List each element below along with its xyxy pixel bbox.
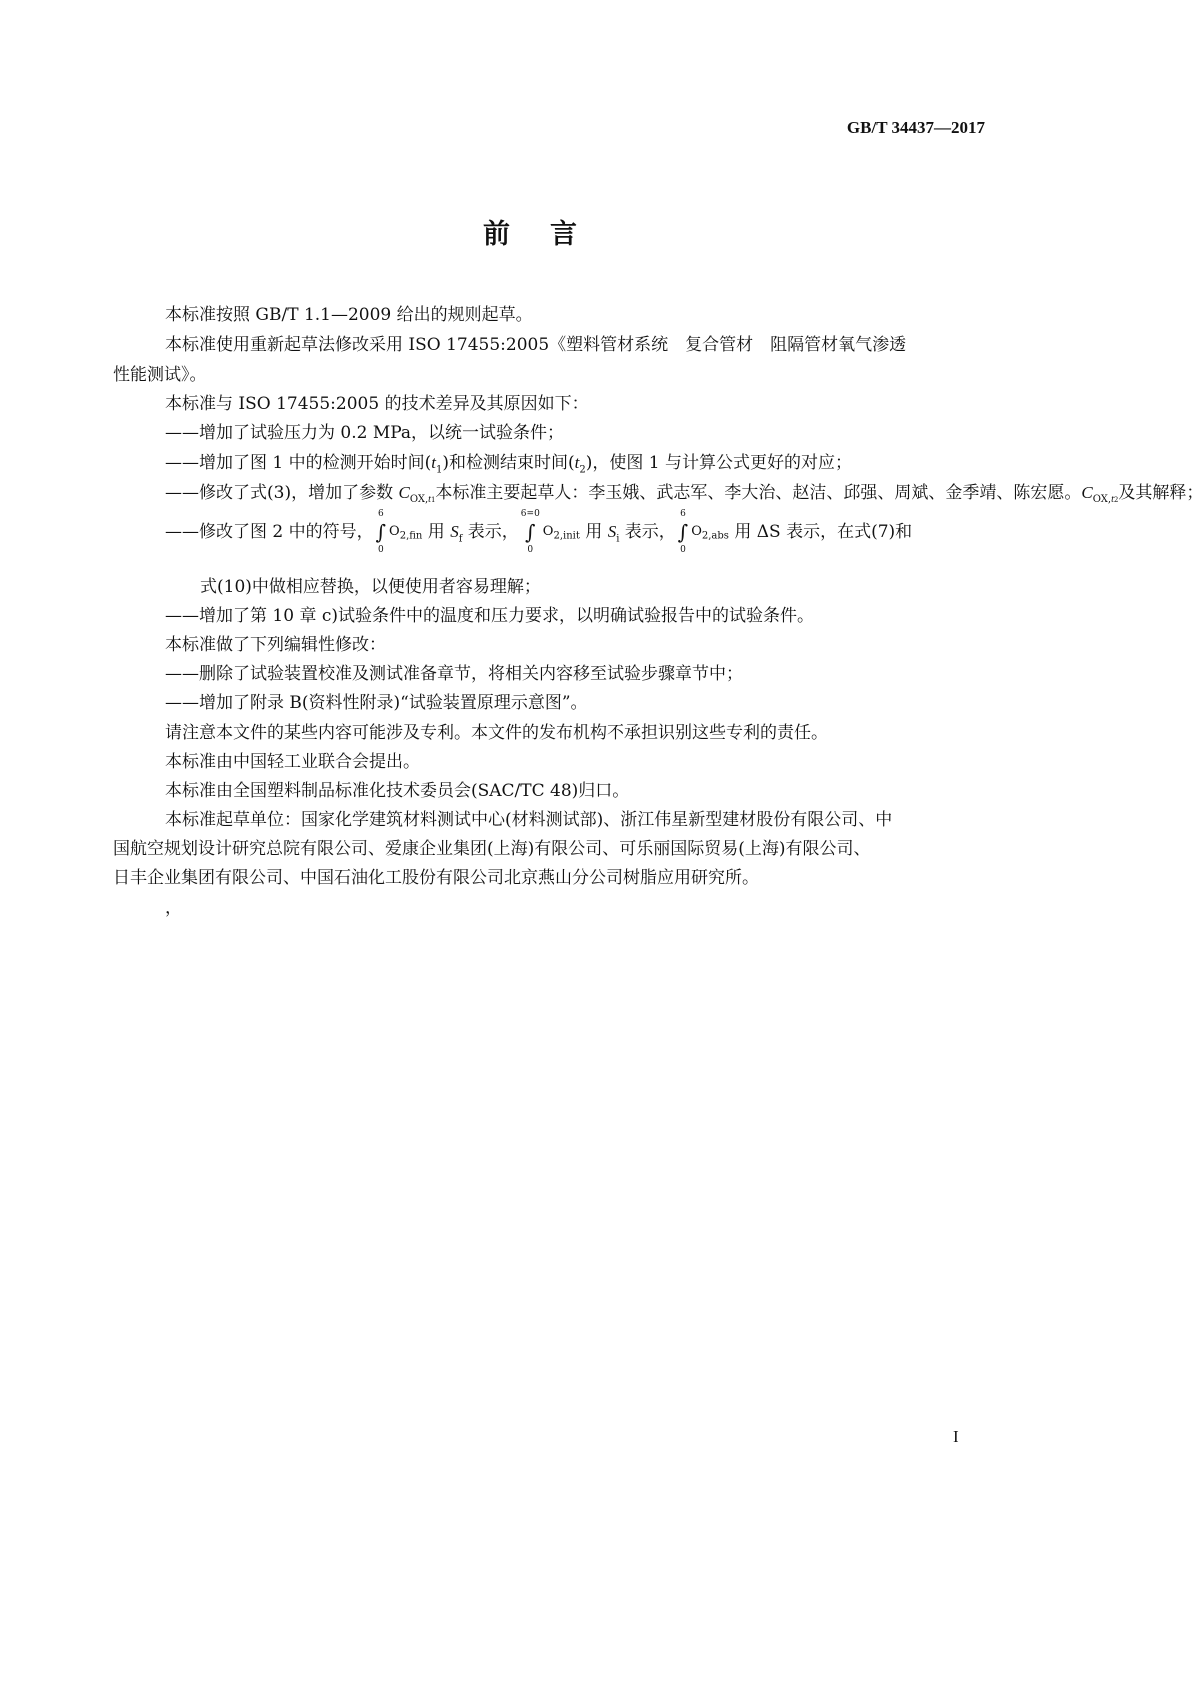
paragraph: ，: [165, 898, 182, 918]
symbol: S: [607, 522, 617, 541]
paragraph: 国航空规划设计研究总院有限公司、爱康企业集团(上海)有限公司、可乐丽国际贸易(上海)有限公司、: [113, 839, 871, 859]
text: ——修改了式(3)，增加了参数: [165, 483, 399, 503]
integral-symbol: 6 ∫ 0: [375, 509, 387, 555]
symbol: C: [398, 483, 410, 502]
integral-symbol: 6 ∫ 0: [677, 509, 689, 555]
text: )，使图 1 与计算公式更好的对应；: [585, 453, 853, 473]
paragraph: 本标准由全国塑料制品标准化技术委员会(SAC/TC 48)归口。: [165, 781, 630, 801]
list-item: [165, 452, 852, 474]
o2-fin: $O_{2,fin}$: [389, 524, 423, 542]
symbol: t: [431, 453, 436, 472]
paragraph: 性能测试》。: [113, 365, 207, 385]
subscript: i: [616, 533, 620, 545]
o2-abs: $O_{2,abs}$: [691, 524, 729, 542]
paragraph: 请注意本文件的某些内容可能涉及专利。本文件的发布机构不承担识别这些专利的责任。: [165, 723, 828, 743]
subscript: f: [458, 533, 463, 545]
text: 表示，: [462, 522, 519, 542]
o2-init: $O_{2,init}$: [542, 524, 580, 542]
symbol: C: [1081, 483, 1093, 502]
list-item: ——删除了试验装置校准及测试准备章节，将相关内容移至试验步骤章节中；: [165, 664, 743, 684]
text: ——修改了图 2 中的符号，: [165, 522, 374, 542]
text: 用 ΔS 表示，在式(7)和: [728, 522, 913, 542]
text: )和检测结束时间(: [442, 453, 575, 473]
paragraph: 本标准做了下列编辑性修改：: [165, 635, 386, 655]
list-item: [165, 482, 1203, 504]
symbol: S: [450, 522, 459, 541]
list-item-continuation: 式(10)中做相应替换，以便使用者容易理解；: [200, 577, 541, 597]
text: 本标准主要起草人：李玉娥、武志军、李大治、赵洁、邱强、周斌、金季靖、陈宏愿。: [435, 483, 1082, 503]
list-item: ——增加了试验压力为 0.2 MPa，以统一试验条件；: [165, 423, 565, 443]
text: 表示，: [619, 522, 676, 542]
subscript: OX,t1: [409, 494, 436, 506]
page-number: I: [953, 1427, 959, 1446]
page-title: 前言: [483, 219, 617, 250]
list-item: ——增加了附录 B(资料性附录)“试验装置原理示意图”。: [165, 693, 588, 713]
text: 用: [579, 522, 608, 542]
standard-code: GB/T 34437—2017: [846, 118, 985, 137]
paragraph: 本标准与 ISO 17455:2005 的技术差异及其原因如下：: [165, 394, 589, 414]
paragraph: 日丰企业集团有限公司、中国石油化工股份有限公司北京燕山分公司树脂应用研究所。: [113, 868, 759, 888]
text: 及其解释；: [1118, 483, 1203, 503]
symbol-group: [450, 521, 462, 543]
text: 用: [422, 522, 451, 542]
paragraph: 本标准使用重新起草法修改采用 ISO 17455:2005《塑料管材系统 复合管材 阻隔管材氧气渗透: [165, 335, 907, 355]
symbol-group: [608, 521, 620, 543]
list-item: [165, 509, 912, 555]
text: ——增加了图 1 中的检测开始时间(: [165, 453, 432, 473]
paragraph: 本标准由中国轻工业联合会提出。: [165, 752, 420, 772]
list-item: ——增加了第 10 章 c)试验条件中的温度和压力要求，以明确试验报告中的试验条件。: [165, 606, 814, 626]
subscript: 1: [436, 464, 443, 476]
subscript: OX,t2: [1092, 494, 1119, 506]
paragraph: 本标准按照 GB/T 1.1—2009 给出的规则起草。: [165, 305, 533, 325]
integral-symbol: 6=0 ∫ 0: [520, 509, 540, 555]
paragraph: 本标准起草单位：国家化学建筑材料测试中心(材料测试部)、浙江伟星新型建材股份有限公司、中: [165, 810, 893, 830]
symbol: t: [574, 453, 580, 472]
subscript: 2: [579, 464, 586, 476]
